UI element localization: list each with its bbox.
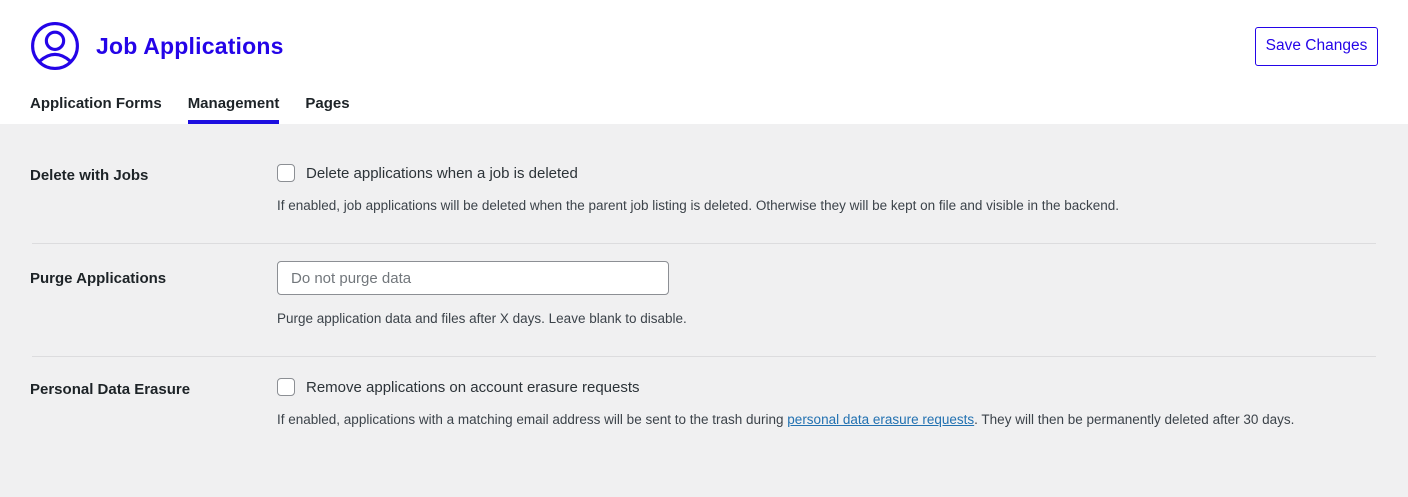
setting-row-purge-applications <box>30 244 1378 356</box>
setting-row-delete-with-jobs <box>30 124 1378 243</box>
header-top-bar <box>0 0 1408 79</box>
setting-label: Personal Data Erasure <box>30 381 191 398</box>
checkbox-label[interactable]: Remove applications on account erasure requests <box>306 378 640 396</box>
user-circle-icon <box>30 21 80 71</box>
purge-days-input[interactable] <box>277 261 669 295</box>
setting-description: Purge application data and files after X days. Leave blank to disable. <box>277 311 687 326</box>
setting-control <box>277 164 1378 213</box>
setting-control <box>277 261 1378 326</box>
tab-bar <box>0 79 1408 124</box>
personal-data-erasure-checkbox[interactable] <box>277 378 295 396</box>
setting-label: Purge Applications <box>30 270 167 287</box>
checkbox-label[interactable]: Delete applications when a job is deleted <box>306 164 578 182</box>
setting-row-personal-data-erasure <box>30 357 1378 457</box>
checkbox-line <box>277 164 1378 182</box>
settings-content <box>0 124 1408 457</box>
tab-application-forms[interactable]: Application Forms <box>30 95 162 112</box>
personal-data-erasure-requests-link[interactable]: personal data erasure requests <box>787 412 975 427</box>
delete-with-jobs-checkbox[interactable] <box>277 164 295 182</box>
setting-description: If enabled, job applications will be deleted when the parent job listing is deleted. Otherwise they will be kept on file and visible in the backend. <box>277 198 1120 213</box>
page-header <box>0 0 1408 124</box>
setting-label: Delete with Jobs <box>30 167 149 184</box>
tab-pages[interactable]: Pages <box>305 95 350 112</box>
description-text-before: If enabled, applications with a matching email address will be sent to the trash during <box>277 412 788 427</box>
page-title: Job Applications <box>96 32 284 59</box>
checkbox-line <box>277 378 1378 396</box>
tab-management[interactable]: Management <box>188 79 280 124</box>
setting-control <box>277 378 1378 427</box>
setting-description <box>277 412 1378 427</box>
save-changes-button[interactable]: Save Changes <box>1255 27 1378 66</box>
description-text-after: . They will then be permanently deleted after 30 days. <box>974 412 1295 427</box>
